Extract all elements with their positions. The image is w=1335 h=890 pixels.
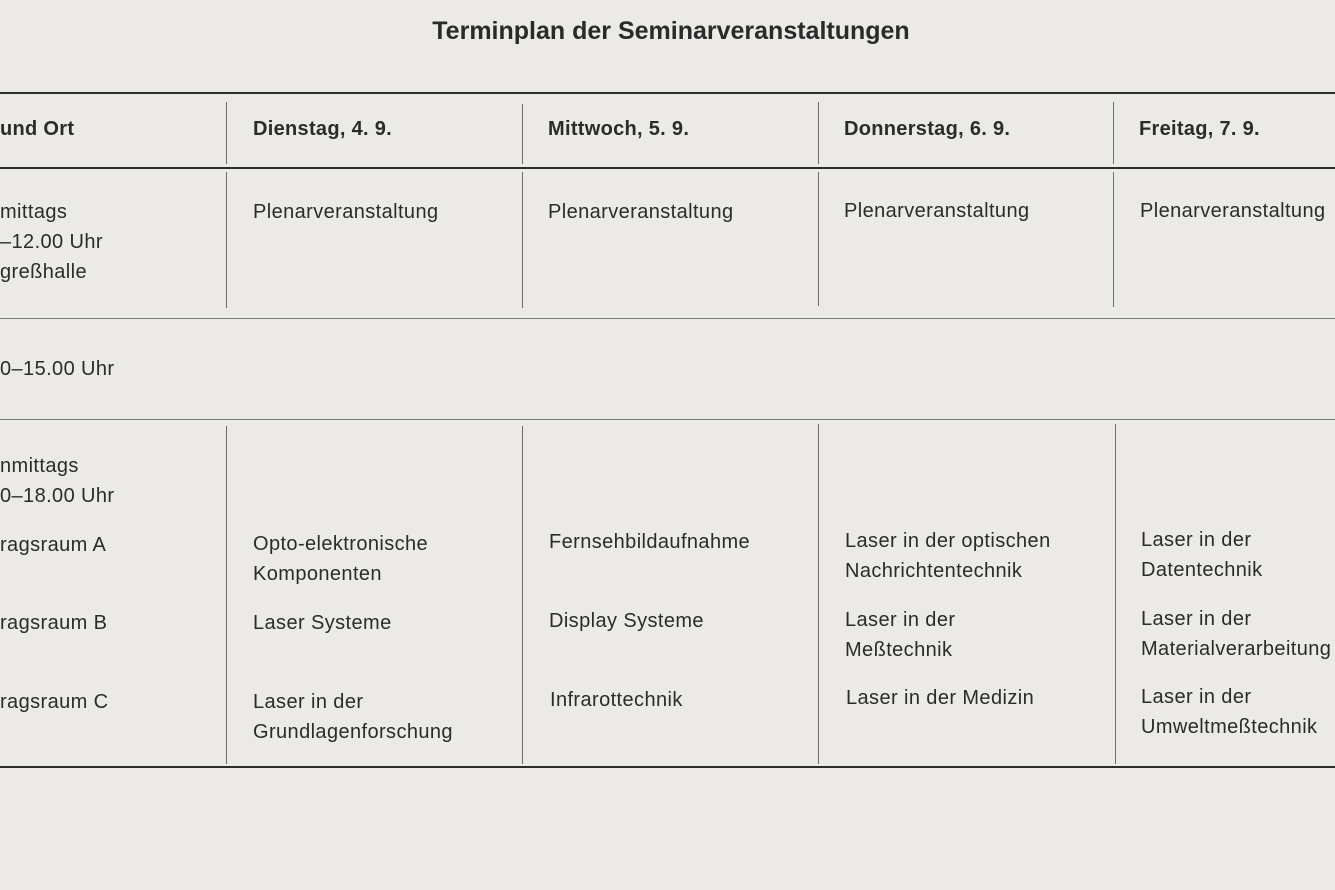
room-b-wednesday: Display Systeme (549, 610, 704, 632)
page-title: Terminplan der Seminarveranstaltungen (432, 17, 910, 45)
room-c-thursday: Laser in der Medizin (846, 687, 1035, 709)
column-divider (1113, 172, 1114, 307)
column-divider (522, 104, 523, 164)
room-c-wednesday: Infrarottechnik (550, 689, 683, 711)
column-divider (1113, 102, 1114, 164)
column-divider (818, 102, 819, 164)
row-divider (0, 419, 1335, 420)
morning-friday: Plenarveranstaltung (1140, 200, 1326, 222)
column-divider (1115, 424, 1116, 764)
header-bottom-rule (0, 167, 1335, 169)
midday-label: 0–15.00 Uhr (0, 358, 115, 380)
column-divider (522, 172, 523, 308)
header-tuesday: Dienstag, 4. 9. (253, 118, 392, 140)
table-top-rule (0, 92, 1335, 94)
column-divider (226, 426, 227, 764)
header-time-place: und Ort (0, 118, 75, 140)
room-b-tuesday: Laser Systeme (253, 612, 392, 634)
room-a-friday: Laser in der Datentechnik (1141, 529, 1263, 581)
header-thursday: Donnerstag, 6. 9. (844, 118, 1011, 140)
column-divider (226, 172, 227, 308)
column-divider (522, 426, 523, 764)
header-wednesday: Mittwoch, 5. 9. (548, 118, 690, 140)
room-a-label: ragsraum A (0, 534, 107, 556)
room-a-wednesday: Fernsehbildaufnahme (549, 531, 751, 553)
room-b-friday: Laser in der Materialverarbeitung (1141, 608, 1332, 660)
column-divider (226, 102, 227, 164)
room-a-thursday: Laser in der optischen Nachrichtentechnik (845, 530, 1051, 582)
column-divider (818, 424, 819, 764)
morning-tuesday: Plenarveranstaltung (253, 201, 439, 223)
room-c-tuesday: Laser in der Grundlagenforschung (253, 691, 453, 743)
row-divider (0, 318, 1335, 319)
column-divider (818, 172, 819, 306)
morning-thursday: Plenarveranstaltung (844, 200, 1030, 222)
morning-wednesday: Plenarveranstaltung (548, 201, 734, 223)
table-bottom-rule (0, 766, 1335, 768)
room-a-tuesday: Opto-elektronische Komponenten (253, 533, 429, 585)
header-friday: Freitag, 7. 9. (1139, 118, 1260, 140)
room-c-friday: Laser in der Umweltmeßtechnik (1141, 686, 1318, 738)
room-b-label: ragsraum B (0, 612, 108, 634)
room-b-thursday: Laser in der Meßtechnik (845, 609, 956, 661)
afternoon-label: nmittags 0–18.00 Uhr (0, 455, 115, 507)
room-c-label: ragsraum C (0, 691, 109, 713)
morning-label: mittags –12.00 Uhr greßhalle (0, 201, 103, 283)
